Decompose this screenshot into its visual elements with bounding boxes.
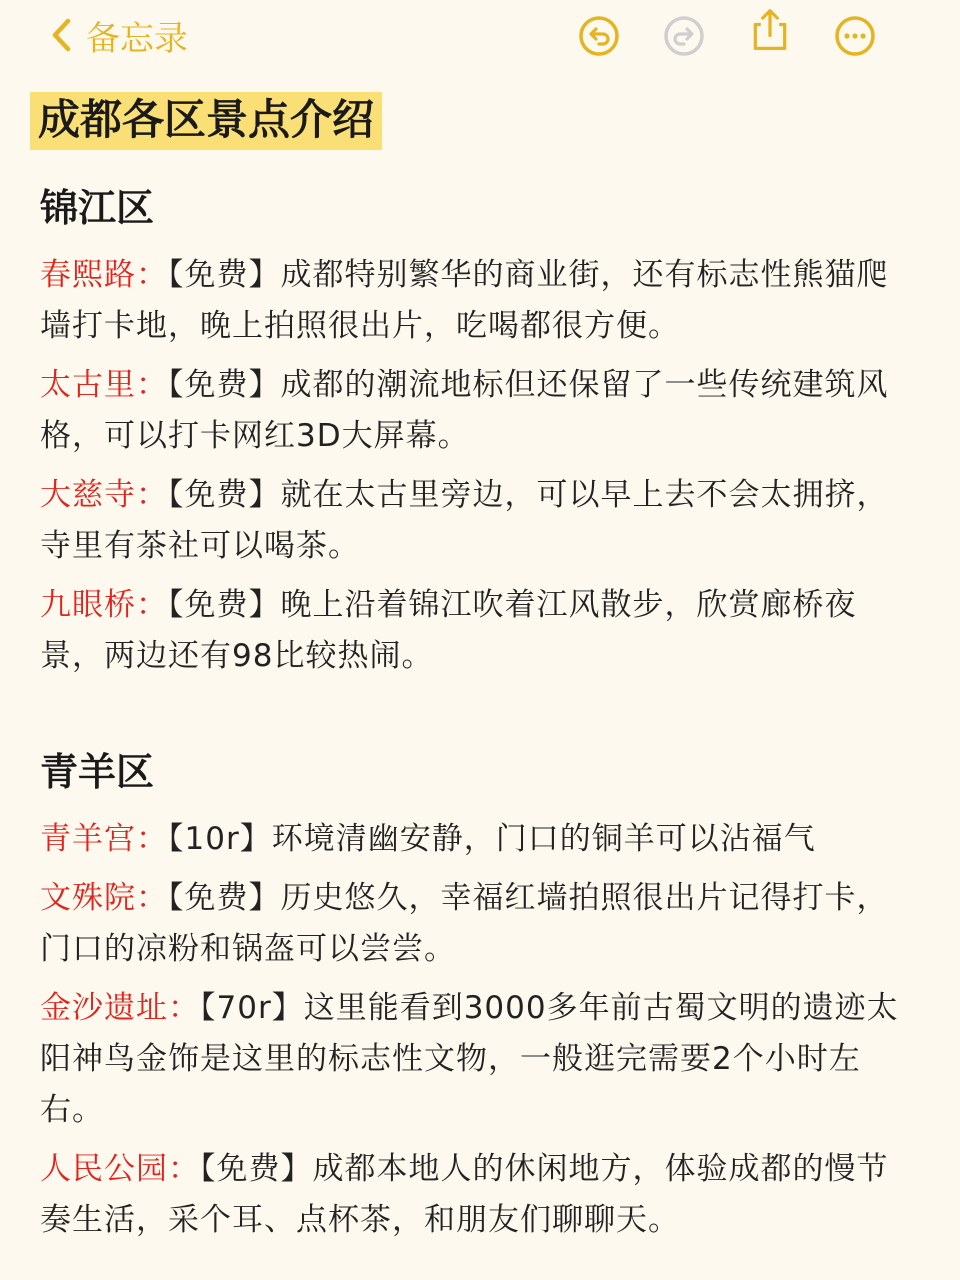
chevron-left-icon [50,17,72,53]
section-heading: 锦江区 [40,186,155,230]
spot-description: 【免费】历史悠久，幸福红墙拍照很出片记得打卡，门口的凉粉和锅盔可以尝尝。 [40,880,889,967]
spot-name: 文殊院： [40,880,168,916]
list-item [40,360,920,462]
back-button[interactable] [50,10,188,60]
spot-name: 太古里： [40,367,168,403]
spot-description: 【免费】就在太古里旁边，可以早上去不会太拥挤，寺里有茶社可以喝茶。 [40,477,889,564]
list-item [40,1144,920,1246]
spot-description: 【70r】这里能看到3000多年前古蜀文明的遗迹太阳神鸟金饰是这里的标志性文物，一般逛完需要2个小时左右。 [40,990,899,1128]
note-title: 成都各区景点介绍 [30,92,382,150]
list-item [40,470,920,572]
list-item [40,983,920,1136]
spot-description: 【免费】成都本地人的休闲地方，体验成都的慢节奏生活，采个耳、点杯茶，和朋友们聊聊天。 [40,1151,889,1238]
share-icon[interactable] [748,8,792,52]
back-label: 备忘录 [86,18,188,59]
toolbar [0,0,960,80]
redo-icon[interactable] [662,14,706,58]
spot-description: 【免费】成都的潮流地标但还保留了一些传统建筑风格，可以打卡网红3D大屏幕。 [40,367,889,454]
section-heading: 青羊区 [40,750,155,794]
section-qingyang [40,744,920,1246]
spot-name: 大慈寺： [40,477,168,513]
note-body [40,180,920,1254]
spot-name: 春熙路： [40,257,168,293]
spot-name: 金沙遗址： [40,990,200,1026]
spot-description: 【免费】成都特别繁华的商业街，还有标志性熊猫爬墙打卡地，晚上拍照很出片，吃喝都很方便。 [40,257,889,344]
list-item [40,873,920,975]
spot-name: 青羊宫： [40,821,168,857]
note-title-wrap [30,92,382,150]
spot-description: 【10r】环境清幽安静，门口的铜羊可以沾福气 [168,821,816,857]
spot-name: 九眼桥： [40,587,168,623]
section-spacer [40,690,920,744]
undo-icon[interactable] [577,14,621,58]
spot-description: 【免费】晚上沿着锦江吹着江风散步，欣赏廊桥夜景，两边还有98比较热闹。 [40,587,857,674]
list-item [40,580,920,682]
spot-name: 人民公园： [40,1151,200,1187]
section-jinjiang [40,180,920,682]
list-item [40,814,920,865]
more-icon[interactable] [833,14,877,58]
list-item [40,250,920,352]
